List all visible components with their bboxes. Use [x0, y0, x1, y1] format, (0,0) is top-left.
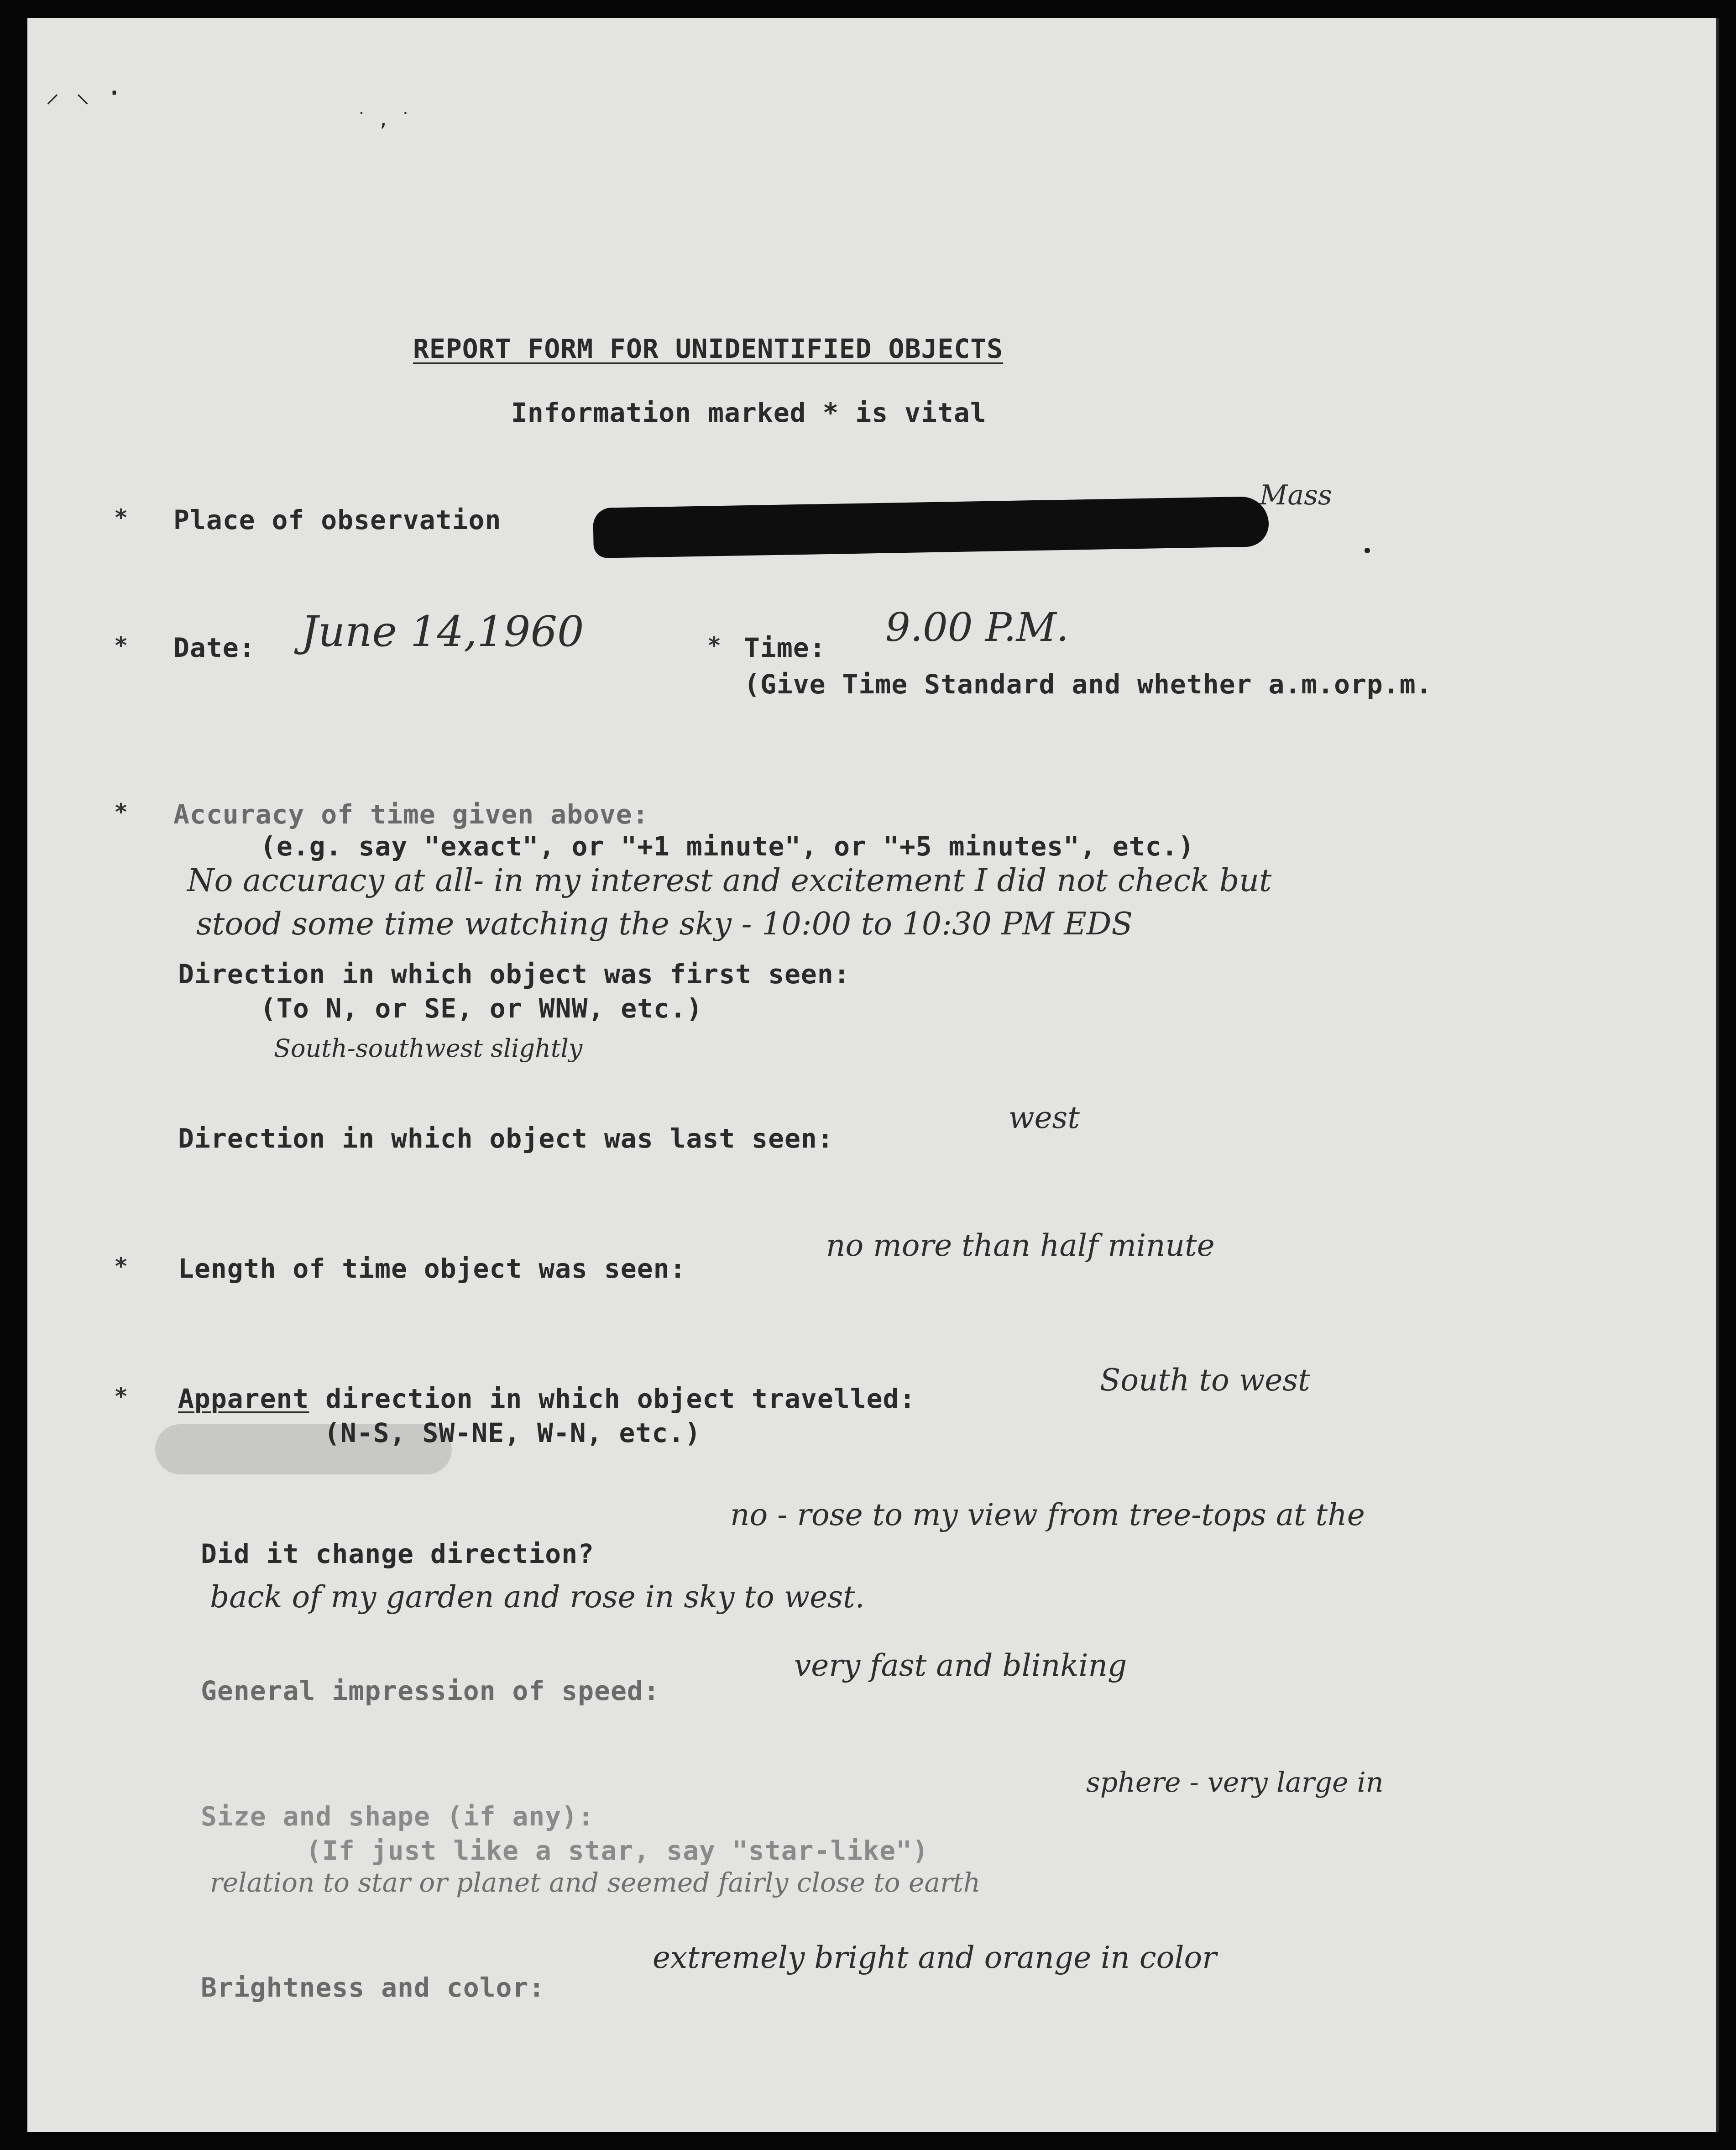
date-value: June 14,1960 — [301, 607, 584, 656]
size-value-line2: relation to star or planet and seemed fairly close to earth — [210, 1867, 981, 1898]
size-value-line1: sphere - very large in — [1086, 1767, 1384, 1799]
date-label: Date: — [173, 632, 256, 663]
travel-instruction: (N-S, SW-NE, W-N, etc.) — [324, 1417, 701, 1448]
time-value: 9.00 P.M. — [885, 605, 1069, 650]
time-label: Time: — [744, 632, 826, 663]
redaction-bar — [593, 496, 1269, 558]
accuracy-value-line2: stood some time watching the sky - 10:00 to 10:30 PM EDS — [196, 906, 1133, 942]
first-seen-value: South-southwest slightly — [274, 1034, 583, 1063]
accuracy-label: Accuracy of time given above: — [173, 799, 649, 830]
size-instruction: (If just like a star, say "star-like") — [306, 1835, 929, 1866]
vital-marker: * — [707, 632, 722, 659]
last-seen-label: Direction in which object was last seen: — [178, 1123, 834, 1154]
place-value: Mass — [1260, 479, 1332, 511]
vital-marker: * — [114, 632, 128, 659]
accuracy-value-line1: No accuracy at all- in my interest and excitement I did not check but — [187, 863, 1272, 899]
change-value-line2: back of my garden and rose in sky to west. — [210, 1579, 865, 1615]
travel-label-emphasis: Apparent — [178, 1383, 309, 1414]
brightness-label: Brightness and color: — [201, 1972, 545, 2003]
vital-marker: * — [114, 1383, 128, 1410]
first-seen-instruction: (To N, or SE, or WNW, etc.) — [260, 993, 703, 1024]
first-seen-label: Direction in which object was first seen: — [178, 959, 850, 990]
length-label: Length of time object was seen: — [178, 1253, 686, 1284]
ink-dot — [1365, 548, 1370, 553]
stray-marks: ˙ , ˙ — [356, 110, 411, 131]
form-subtitle: Information marked * is vital — [511, 397, 987, 428]
travel-label — [178, 1383, 915, 1414]
vital-marker: * — [114, 1253, 128, 1280]
vital-marker: * — [114, 799, 128, 825]
place-label: Place of observation — [173, 504, 502, 535]
form-title: REPORT FORM FOR UNIDENTIFIED OBJECTS — [413, 333, 1004, 364]
speed-value: very fast and blinking — [794, 1648, 1127, 1683]
change-label: Did it change direction? — [201, 1538, 595, 1569]
length-value: no more than half minute — [826, 1228, 1215, 1263]
last-seen-value: west — [1009, 1100, 1080, 1135]
size-label: Size and shape (if any): — [201, 1801, 595, 1832]
brightness-value: extremely bright and orange in color — [653, 1940, 1217, 1975]
travel-value: South to west — [1100, 1363, 1310, 1398]
change-value-line1: no - rose to my view from tree-tops at the — [730, 1497, 1365, 1532]
vital-marker: * — [114, 504, 128, 531]
accuracy-instruction: (e.g. say "exact", or "+1 minute", or "+5 minutes", etc.) — [260, 831, 1195, 862]
margin-marks: ⸝ ⸜ · — [46, 77, 123, 109]
report-form-page — [27, 18, 1719, 2132]
speed-label: General impression of speed: — [201, 1675, 660, 1706]
time-instruction: (Give Time Standard and whether a.m.orp.m. — [744, 669, 1433, 700]
travel-label-rest: direction in which object travelled: — [325, 1383, 916, 1414]
